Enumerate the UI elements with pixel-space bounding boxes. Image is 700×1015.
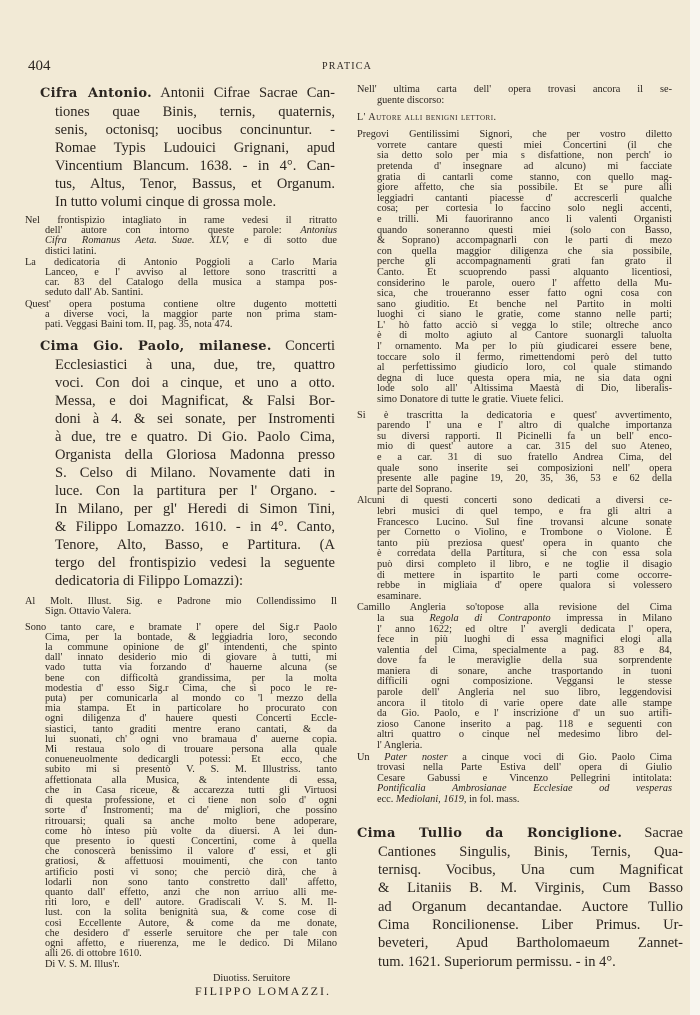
text-line: Francesco Lucino. Sul fine trovansi alcune sonate bbox=[377, 516, 672, 528]
text-line: alli 26. di ottobre 1610. bbox=[45, 948, 142, 960]
text-line: riti loro, e dell' autore. Gradiscali V. S. M. Il- bbox=[45, 897, 337, 909]
text-line: quale sono inserite sei composizioni nell' opera bbox=[377, 462, 672, 474]
note-paragraph bbox=[357, 411, 685, 496]
text-line: presente alle pagine 19, 20, 35, 36, 53 e 62 della bbox=[377, 473, 672, 485]
text-segment: a cinque voci di Gio. Paolo Cima bbox=[447, 751, 672, 763]
text-line: distici latini. bbox=[45, 245, 97, 257]
text-line: guente discorso: bbox=[377, 94, 445, 106]
text-line: Nel frontispizio intagliato in rame vedesi il ritratto bbox=[25, 215, 337, 226]
text-line: fece in più luoghi di essa magnifici elogi alla bbox=[377, 634, 672, 646]
note-paragraph bbox=[357, 85, 685, 106]
text-line: doni à 4. & sei sonate, per Instromenti bbox=[55, 411, 335, 428]
text-line: dedicatoria di Filippo Lomazzi): bbox=[55, 573, 244, 590]
text-line: In Milano, per gl' Heredi di Simon Tini, bbox=[55, 501, 335, 518]
text-line: tum. 1621. Superiorum permissu. - in 4°. bbox=[378, 953, 616, 970]
text-segment: Sacrae bbox=[622, 824, 683, 841]
text-line: Ecclesiastici à una, due, tre, quattro bbox=[55, 357, 335, 374]
text-line: sica, che troueranno esser fatto ogni cosa con bbox=[377, 288, 672, 300]
signature-block bbox=[25, 959, 339, 997]
text-line: dove fa le meraviglie della sua sorprendente bbox=[377, 655, 672, 667]
text-segment: Un bbox=[357, 751, 385, 763]
text-line: ancora il titolo di varie opere date alle stampe bbox=[377, 697, 672, 709]
text-line: Al Molt. Illust. Sig. e Padrone mio Collendissimo Il bbox=[25, 596, 337, 608]
text-line: come hò inteso più volte da diuersi. A lei dun- bbox=[45, 825, 337, 837]
text-line: la commune opinione de gl' intendenti, che spinto bbox=[45, 642, 337, 654]
text-line: ritrouarsi; quali sa anche molto bene adoperare, bbox=[45, 815, 337, 827]
text-line: considerino le parole, ouero l' affetto della Mu- bbox=[377, 277, 672, 289]
text-line: lust. con la solita benignità sua, & come cose di bbox=[45, 907, 337, 919]
text-line: Quest' opera postuma contiene oltre dugento mottetti bbox=[25, 298, 337, 310]
signature-line: Di V. S. M. Illus'r. bbox=[45, 959, 120, 971]
text-line: è di molto agiuto al Cantore suonargli taluolta bbox=[377, 330, 672, 342]
text-line: seduto dall' Ab. Santini. bbox=[45, 287, 144, 299]
text-line: toccare solo il fermo, rimettendomi però del tutto bbox=[377, 351, 672, 363]
text-segment: ecc. bbox=[377, 794, 396, 805]
text-segment: Concerti bbox=[271, 338, 335, 355]
signature-line: FILIPPO LOMAZZI. bbox=[195, 984, 331, 999]
text-line: Cantiones Singulis, Binis, Ternis, Qua- bbox=[378, 843, 683, 860]
text-line: sorte d' Instromenti; ma de' migliori, che possino bbox=[45, 805, 337, 817]
text-segment: in fol. mass. bbox=[466, 794, 520, 805]
text-line: l' anno 1622; ed oltre l' avergli dedicata l' opera, bbox=[377, 623, 672, 635]
text-line: e trilli. Mi fauoriranno anco li valenti Organisti bbox=[377, 213, 672, 225]
text-line: L' Autore alli benigni lettori. bbox=[357, 112, 497, 124]
text-line: tiones quae Binis, ternis, quaternis, bbox=[55, 104, 335, 120]
text-line: S. Celso di Milano. Novamente dati in bbox=[55, 465, 335, 482]
text-line: Mi restaua solo di trouare persona alla quale bbox=[45, 744, 337, 756]
entry-heading: Cima Tullio da Ronciglione. bbox=[357, 825, 623, 841]
text-line: maniera di sonare, anche trasportando in tuoni bbox=[377, 665, 672, 677]
text-line: senis, octonisq; uocibus concinuntur. - bbox=[55, 122, 335, 138]
text-line: l' Angleria. bbox=[377, 740, 423, 752]
note-paragraph bbox=[25, 300, 339, 331]
text-line: pati. Veggasi Baini tom. II, pag. 35, nota 474. bbox=[45, 319, 233, 331]
text-line: parole dell' Angleria nel suo libro, leggendovisi bbox=[377, 687, 672, 699]
text-line: Sono tanto care, e bramate l' opere del Sig.r Paolo bbox=[25, 621, 337, 633]
text-line: que presento io questi Concertini, come à quella bbox=[45, 835, 337, 847]
text-line: è corredata della Partitura, si che con essa sola bbox=[377, 548, 672, 560]
catalog-entry bbox=[25, 337, 339, 590]
text-line: Cima, per la bontade, & leggiadria loro, secondo bbox=[45, 631, 337, 643]
text-line: gratiosi, & affettuosi mouimenti, che con tanto bbox=[45, 856, 337, 868]
italic-title: Pater noster bbox=[384, 751, 448, 763]
text-line: quanto dall' effetto, anzi che non arriuo alli me- bbox=[45, 886, 337, 898]
page-edge bbox=[690, 0, 700, 1015]
text-line bbox=[377, 795, 672, 806]
right-column bbox=[357, 84, 685, 971]
text-line: parte del Soprano. bbox=[377, 483, 453, 495]
note-paragraph bbox=[357, 496, 685, 602]
note-paragraph bbox=[25, 216, 339, 257]
catalog-entry bbox=[357, 824, 685, 971]
text-line: siastici, tanto graditi mentre erano cantati, & da bbox=[45, 723, 337, 735]
section-heading bbox=[357, 112, 672, 123]
text-segment: e di sotto due bbox=[228, 235, 337, 247]
text-line: leggiadri cantanti piacesse d' accrescerli qualche bbox=[377, 192, 672, 204]
text-line: Vincentium Blancum. 1638. - in 4°. Can- bbox=[55, 158, 335, 174]
text-line: l' ornamento. Ma per lo più giudicarei essere bene, bbox=[377, 341, 672, 353]
note-paragraph bbox=[357, 130, 685, 405]
text-line: mia stampa. Et in particolare ho procurato con bbox=[45, 703, 337, 715]
text-line: vorrete cantare questi miei Concertini (il che bbox=[377, 139, 672, 151]
signature-line: Diuotiss. Seruitore bbox=[213, 973, 291, 985]
text-line: car. 83 del Catalogo della musica a stampa pos- bbox=[45, 277, 337, 289]
text-segment: dell' autore con intorno queste parole: bbox=[45, 225, 301, 237]
text-line bbox=[377, 614, 672, 625]
text-line: Lanceo, e l' avviso al lettore sono trascritti a bbox=[45, 267, 337, 279]
text-line: Nell' ultima carta dell' opera trovasi ancora il se- bbox=[357, 84, 672, 95]
text-line: lebri musici di quel tempo, e fra gli altri a bbox=[377, 505, 672, 517]
text-line: Cesare Gabussi e Vincenzo Pellegrini intitolata: bbox=[377, 772, 672, 784]
catalog-entry bbox=[25, 84, 339, 211]
text-line: affettionata alla Musica, & intendente di essa, bbox=[45, 774, 337, 786]
text-line bbox=[357, 824, 683, 843]
text-line: lode solo all' Altissima Maestà di Dio, liberalis- bbox=[377, 383, 672, 395]
running-head: PRATICA bbox=[322, 61, 373, 72]
text-line: che in Casa riceue, & accarezza tutti gli Virtuosi bbox=[45, 784, 337, 796]
italic-title: Mediolani, 1619, bbox=[395, 794, 467, 805]
text-line: subito mi si presentò V. S. M. Illustriss. tanto bbox=[45, 764, 337, 776]
text-line: e a car. 31 di suo fratello Andrea Cima, del bbox=[377, 452, 672, 463]
text-line: Messa, e doi Magnificat, & Falsi Bor- bbox=[55, 393, 335, 410]
note-paragraph bbox=[25, 623, 339, 960]
text-line: voci. Con doi a cinque, et uno a otto. bbox=[55, 375, 335, 392]
text-line bbox=[40, 337, 335, 356]
text-line: parendo l' una e l' altro di qualche importanza bbox=[377, 420, 672, 432]
note-paragraph bbox=[25, 258, 339, 299]
text-line: lui suonati, ch' ogni vno bramaua d' auerne copia. bbox=[45, 733, 337, 745]
text-line: & Soprano) accompagnarli con le parti di mezo bbox=[377, 235, 672, 247]
text-line: mio di quest' autore a car. 315 del suo Ateneo, bbox=[377, 441, 672, 453]
text-line: che conoscerà benissimo il valore d' essi, et gli bbox=[45, 846, 337, 858]
entry-heading: Cima Gio. Paolo, milanese. bbox=[40, 339, 272, 355]
note-paragraph bbox=[357, 603, 685, 751]
text-line: esaminare. bbox=[377, 590, 422, 602]
text-line: simo Donatore di tutte le gratie. Viuete felici. bbox=[377, 394, 564, 406]
text-line: tanto più preziosa quest' opera in quanto che bbox=[377, 537, 672, 549]
text-line: bene con difficoltà grandissima, per la molta bbox=[45, 672, 337, 684]
text-line: pretenda d' insegnare ad alcuno) mi facciate bbox=[377, 160, 672, 172]
text-line: modestia d' esso Sig.r Cima, che si poco le re- bbox=[45, 682, 337, 694]
text-line: luce. Con la partitura per l' Organo. - bbox=[55, 483, 335, 500]
text-line: ad Organum decantandae. Auctore Tullio bbox=[378, 898, 683, 915]
text-line: vado tutta via forzando d' hauerne alcuna (se bbox=[45, 662, 337, 674]
text-line: L' hò fatto acciò si vegga lo stile; oltreche anco bbox=[377, 319, 672, 331]
text-line: al perfettissimo giudicio loro, col quale stimando bbox=[377, 362, 672, 374]
text-line: luoghi ci siano le gratie, come stanno nelle parti; bbox=[377, 309, 672, 321]
text-line: ogni affetto, e riuerenza, me le dedico. Di Milano bbox=[45, 937, 337, 949]
text-line: dall' innato desiderio mio di giovare à tutti, mi bbox=[45, 652, 337, 664]
text-line: che desidero d' esserle seruitore che per tale con bbox=[45, 927, 337, 939]
text-line: sano giuditio. Et benche nel Partito in molti bbox=[377, 298, 672, 310]
text-line: valentia del Cima, specialmente a pag. 83 e 84, bbox=[377, 644, 672, 656]
text-line: ternisq. Vocibus, Una cum Magnificat bbox=[378, 862, 683, 879]
text-line: Pregovi Gentilissimi Signori, che per vostro diletto bbox=[357, 129, 672, 141]
text-line: di mettere in ispartito le parti come occorre- bbox=[377, 569, 672, 581]
text-line: zioso Canone inserito a pag. 118 e seguenti con bbox=[377, 718, 672, 730]
text-line: rebbe in migliaia d' opere qualora si volessero bbox=[377, 580, 672, 592]
text-line: beveteri, Apud Bartholomaeum Zannet- bbox=[378, 935, 683, 952]
text-line: artificio posti vi sono; che perciò dirà, che à bbox=[45, 866, 337, 878]
text-line: quando soneranno questi miei (solo con Basso, bbox=[377, 224, 672, 236]
text-line: Cima Roncilionense. Liber Primus. Ur- bbox=[378, 917, 683, 934]
text-line: Tenore, Alto, Basso, e Partitura. (A bbox=[55, 537, 335, 554]
text-line: con quella maggior diligenza che sia possibile, bbox=[377, 245, 672, 257]
text-line: trovasi nella Parte Estiva dell' opera di Giulio bbox=[377, 762, 672, 774]
note-paragraph bbox=[25, 597, 339, 617]
text-line: La dedicatoria di Antonio Poggioli a Carlo Maria bbox=[25, 256, 337, 268]
text-line: Sign. Ottavio Valera. bbox=[45, 606, 132, 618]
text-line: a diverse voci, la maggior parte non prima stam- bbox=[45, 308, 337, 320]
text-line: cosa; per cortesia lo faccino solo negli accenti, bbox=[377, 203, 672, 215]
text-line: perche gli accompagnamenti grati fan grato il bbox=[377, 256, 672, 268]
italic-title: Antonius bbox=[300, 225, 337, 237]
text-segment: Antonii Cifrae Sacrae Can- bbox=[151, 85, 335, 101]
text-line: In tutto volumi cinque di grossa mole. bbox=[55, 194, 277, 210]
text-line: Canto. Et scuoprendo passi alquanto licentiosi, bbox=[377, 266, 672, 278]
italic-title: Regola di Contraponto bbox=[429, 612, 551, 624]
text-line: Si è trascritta la dedicatoria e quest' avvertimento, bbox=[357, 409, 672, 421]
text-line: tergo del frontispizio vedesi la seguente bbox=[55, 555, 335, 572]
text-line: per Cornetto o Violino, e Trombone o Violone. È bbox=[377, 527, 672, 539]
text-line: ogni diligenza d' hauere questi Concerti Eccle- bbox=[45, 713, 337, 725]
text-line: & Filippo Lomazzo. 1610. - in 4°. Canto, bbox=[55, 519, 335, 536]
text-line: Romae Typis Ludouici Grignani, apud bbox=[55, 140, 335, 156]
text-line: Organista della Gloriosa Madonna presso bbox=[55, 447, 335, 464]
text-line: & Litaniis B. M. Virginis, Cum Basso bbox=[378, 880, 683, 897]
text-line: sia detto solo per mia s disfattione, non perch' io bbox=[377, 150, 672, 162]
text-line: Camillo Angleria so'topose alla revisione del Cima bbox=[357, 602, 672, 614]
text-line: Alcuni di questi concerti sono dedicati a diversi ce- bbox=[357, 495, 672, 507]
italic-title: Cifra Romanus Aeta. Suae. XLV, bbox=[45, 235, 229, 247]
text-line: su diversi rapporti. Il Picinelli fa un bell' enco- bbox=[377, 430, 672, 442]
italic-title: Pontificalia Ambrosianae Ecclesiae od vesperas bbox=[377, 783, 672, 795]
text-line: giore affetto, che sia possibile. Et se pure alli bbox=[377, 182, 672, 194]
text-line: di questa professione, et ci tiene non solo d' ogni bbox=[45, 795, 337, 807]
text-line: puta) per comunicarla al mondo co 'l mezzo della bbox=[45, 693, 337, 705]
text-line: altri quattro o cinque nel medesimo libro del- bbox=[377, 729, 672, 741]
text-segment: impressa in Milano bbox=[550, 612, 672, 624]
text-line: degna di luce questa opera mia, ne sia data ogni bbox=[377, 372, 672, 384]
text-line: à due, tre e quatro. Di Gio. Paolo Cima, bbox=[55, 429, 335, 446]
page-number: 404 bbox=[28, 58, 51, 74]
text-line bbox=[40, 84, 335, 103]
text-line: può dirsi completo il libro, e ne toglie il disagio bbox=[377, 558, 672, 570]
text-line: lodarli non sono tanto constretto dall' affetto, bbox=[45, 876, 337, 888]
entry-heading: Cifra Antonio. bbox=[40, 86, 152, 101]
text-line: gratia di cantarli come stanno, con quello mag- bbox=[377, 171, 672, 183]
text-line: da Gio. Paolo, e l' inscrizione d' un suo artifi- bbox=[377, 708, 672, 720]
text-line: tus, Altus, Tenor, Bassus, et Organum. bbox=[55, 176, 335, 192]
text-line: così Eccellente Autore, & come da me donate, bbox=[45, 917, 337, 929]
text-segment: la sua bbox=[377, 612, 430, 624]
left-column bbox=[25, 84, 339, 997]
note-paragraph bbox=[357, 753, 685, 806]
text-line: conueneuolmente dedicargli potessi: Et ecco, che bbox=[45, 754, 337, 766]
text-line: difficili ogni composizione. Veggansi le stesse bbox=[377, 676, 672, 688]
